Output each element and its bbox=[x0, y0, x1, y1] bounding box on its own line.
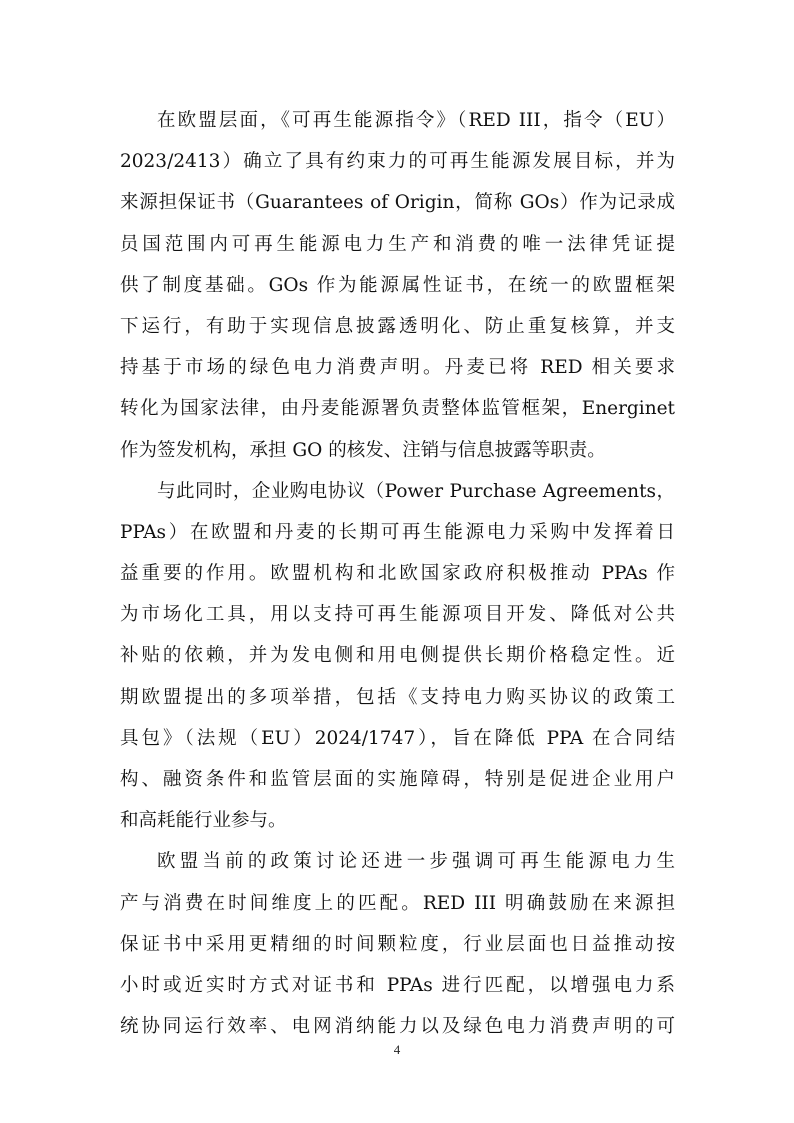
text-line: 益重要的作用。欧盟机构和北欧国家政府积极推动 PPAs 作 bbox=[120, 563, 675, 585]
text-line: 保证书中采用更精细的时间颗粒度，行业层面也日益推动按 bbox=[120, 933, 675, 955]
text-line: PPAs）在欧盟和丹麦的长期可再生能源电力采购中发挥着日 bbox=[120, 521, 675, 543]
text-line: 补贴的依赖，并为发电侧和用电侧提供长期价格稳定性。近 bbox=[120, 645, 675, 667]
text-line: 来源担保证书（Guarantees of Origin，简称 GOs）作为记录成 bbox=[120, 192, 675, 214]
text-line: 和高耗能行业参与。 bbox=[120, 810, 287, 832]
text-line: 转化为国家法律，由丹麦能源署负责整体监管框架，Energinet bbox=[120, 398, 675, 420]
text-line: 构、融资条件和监管层面的实施障碍，特别是促进企业用户 bbox=[120, 769, 675, 790]
text-line: 小时或近实时方式对证书和 PPAs 进行匹配，以增强电力系 bbox=[120, 974, 675, 996]
text-line: 具包》（法规（EU）2024/1747），旨在降低 PPA 在合同结 bbox=[120, 727, 675, 749]
text-line: 与此同时，企业购电协议（Power Purchase Agreements， bbox=[157, 480, 675, 502]
paragraph-red-iii-gos bbox=[120, 100, 675, 471]
text-line: 为市场化工具，用以支持可再生能源项目开发、降低对公共 bbox=[120, 604, 675, 626]
text-line: 2023/2413）确立了具有约束力的可再生能源发展目标，并为 bbox=[120, 151, 675, 173]
paragraph-ppas bbox=[120, 471, 675, 842]
text-line: 供了制度基础。GOs 作为能源属性证书，在统一的欧盟框架 bbox=[120, 274, 675, 296]
page-number: 4 bbox=[393, 1042, 401, 1057]
body-text bbox=[120, 100, 675, 1047]
text-line: 员国范围内可再生能源电力生产和消费的唯一法律凭证提 bbox=[120, 233, 675, 255]
paragraph-time-matching bbox=[120, 841, 675, 1047]
text-line: 统协同运行效率、电网消纳能力以及绿色电力消费声明的可 bbox=[120, 1016, 675, 1038]
text-line: 期欧盟提出的多项举措，包括《支持电力购买协议的政策工 bbox=[120, 686, 675, 708]
text-line: 作为签发机构，承担 GO 的核发、注销与信息披露等职责。 bbox=[120, 439, 606, 461]
text-line: 持基于市场的绿色电力消费声明。丹麦已将 RED 相关要求 bbox=[120, 357, 675, 379]
text-line: 在欧盟层面，《可再生能源指令》（RED III，指令（EU） bbox=[157, 110, 675, 131]
text-line: 产与消费在时间维度上的匹配。RED III 明确鼓励在来源担 bbox=[120, 892, 675, 914]
text-line: 下运行，有助于实现信息披露透明化、防止重复核算，并支 bbox=[120, 315, 675, 337]
text-line: 欧盟当前的政策讨论还进一步强调可再生能源电力生 bbox=[157, 851, 675, 873]
